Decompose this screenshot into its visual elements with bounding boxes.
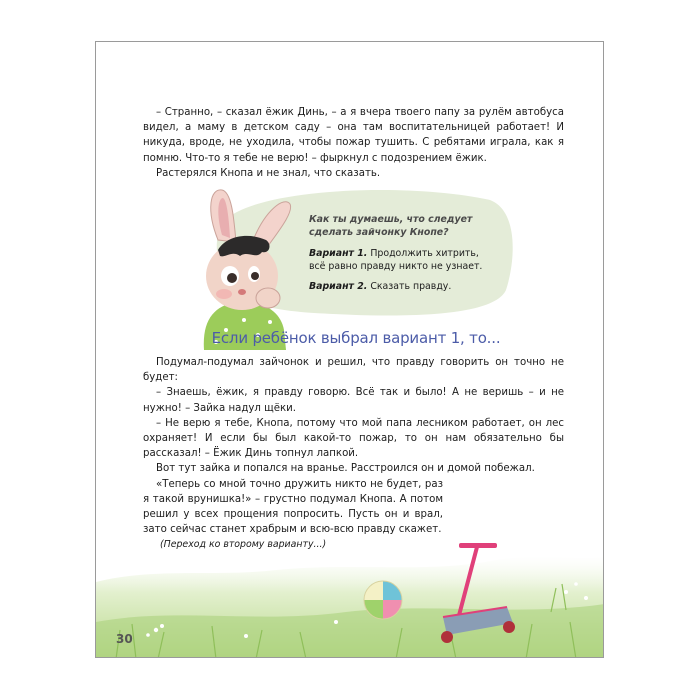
option-2 (309, 280, 489, 293)
section-heading: Если ребёнок выбрал вариант 1, то... (211, 329, 501, 347)
transition-note: (Переход ко второму варианту...) (160, 539, 327, 550)
option-2-text: Сказать правду. (370, 281, 452, 292)
grass-meadow (96, 512, 604, 658)
option-2-label: Вариант 2. (309, 281, 368, 292)
paragraph: Вот тут зайка и попался на вранье. Расстроился он и домой побежал. (156, 463, 535, 475)
option-1 (309, 247, 489, 273)
paragraph: – Не верю я тебе, Кнопа, потому что мой папа лесником работает, он лес охраняет! И если бы был какой-то пожар, то он нам обязательно бы рассказал! – Ёжик Динь топнул лапкой. (143, 417, 564, 460)
question-box (309, 213, 489, 300)
paragraph: – Знаешь, ёжик, я правду говорю. Всё так и было! А не веришь – и не нужно! – Зайка надул щёки. (143, 387, 564, 414)
story-variant-1 (143, 355, 564, 537)
paragraph: Подумал-подумал зайчонок и решил, что правду говорить он точно не будет: (143, 357, 564, 384)
story-intro (143, 105, 564, 181)
option-1-text: Продолжить хитрить, всё равно правду никто не узнает. (309, 248, 483, 272)
paragraph: Растерялся Кнопа и не знал, что сказать. (156, 167, 381, 179)
option-1-label: Вариант 1. (309, 248, 368, 259)
question-title: Как ты думаешь, что следует сделать зайчонку Кнопе? (309, 214, 473, 238)
ball-icon (361, 578, 405, 622)
page-number: 30 (116, 632, 133, 646)
scooter-icon (429, 539, 519, 647)
paragraph: – Странно, – сказал ёжик Динь, – а я вчера твоего папу за рулём автобуса видел, а маму в детском саду – она там воспитательницей работает! И никуда, вроде, не уходила, чтобы пожар тушить. С ребятами играла, как я помню. Что-то я тебе не верю! – фыркнул с подозрением ёжик. (143, 107, 564, 164)
book-page (95, 41, 604, 658)
paragraph: «Теперь со мной точно дружить никто не будет, раз я такой врунишка!» – грустно подумал Кнопа. А потом решил у всех прощения попросить. Пусть он и врал, зато сейчас станет храбрым и всю-всю правду скажет. (143, 478, 443, 536)
bunny-icon (196, 180, 306, 350)
